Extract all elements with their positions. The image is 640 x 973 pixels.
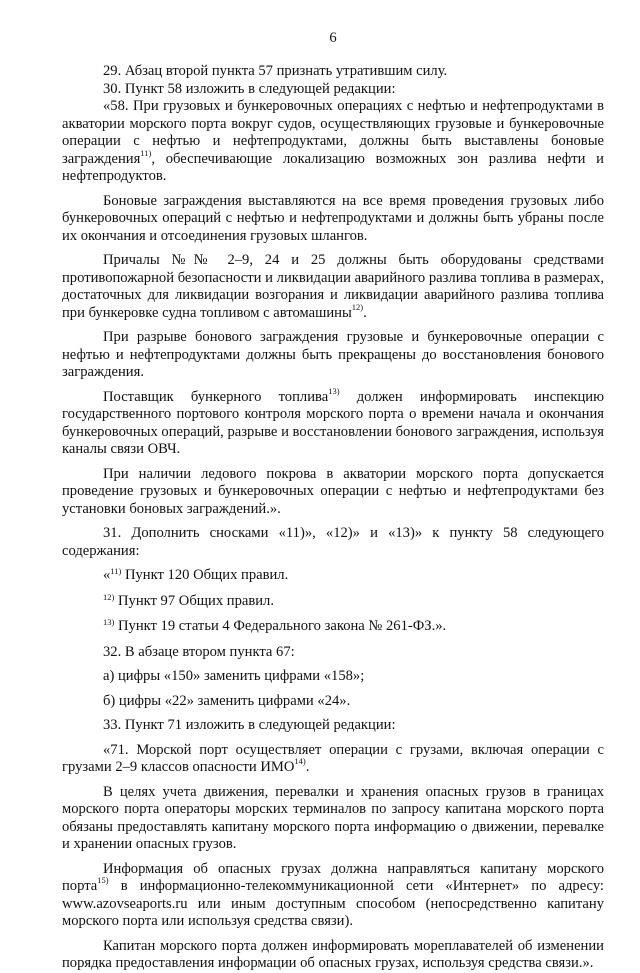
point-58-paragraph-4: При разрыве бонового заграждения грузовые и бункеровочные операции с нефтью и нефтепродуктами должны быть прекращены до восстановления бонового заграждения. — [62, 329, 604, 380]
item-30: 30. Пункт 58 изложить в следующей редакции: — [103, 80, 396, 97]
item-29: 29. Абзац второй пункта 57 признать утратившим силу. — [103, 63, 448, 79]
point-71-paragraph-4: Капитан морского порта должен информировать мореплавателей об изменении порядка предоставления информации об опасных грузах, используя средства связи.». — [62, 937, 604, 971]
footnote-ref-15: 15) — [97, 875, 109, 886]
item-31: 31. Дополнить сносками «11)», «12)» и «13)» к пункту 58 следующего содержания: — [62, 525, 604, 559]
footnote-11: «$^{11)}$ Пункт 120 Общих правил. — [103, 566, 289, 583]
point-71-paragraph-1: «71. Морской порт осуществляет операции с грузами, включая операции с грузами 2–9 классов опасности ИМО$^{14)}$. — [62, 741, 604, 775]
item-32: 32. В абзаце втором пункта 67: — [103, 643, 295, 660]
point-58-paragraph-3: Причалы №№ 2–9, 24 и 25 должны быть оборудованы средствами противопожарной безопасности и ликвидации аварийного разлива топлива в размерах, достаточных для ликвидации возгорания и ликвидации аварийного разлива топлива при бункеровке судна топливом с автомашины$^{12)}$. — [62, 252, 604, 321]
point-58-paragraph-5: Поставщик бункерного топлива$^{13)}$ должен информировать инспекцию государственного портового контроля морского порта о времени начала и окончания бункеровочных операций, разрыве и восстановлении бонового заграждения, используя каналы связи ОВЧ. — [62, 385, 604, 457]
footnote-ref-14: 14) — [294, 756, 306, 767]
point-58-paragraph-6: При наличии ледового покрова в акватории морского порта допускается проведение грузовых и бункеровочных операции с нефтью и нефтепродуктами без установки боновых заграждений.». — [62, 465, 604, 517]
item-32-a: а) цифры «150» заменить цифрами «158»; — [103, 668, 365, 684]
footnote-ref-13: 13) — [328, 385, 340, 396]
footnote-12: $^{12)}$ Пункт 97 Общих правил. — [103, 591, 274, 609]
point-71-paragraph-3: Информация об опасных грузах должна направляться капитану морского порта$^{15)}$ в информационно-телекоммуникационной сети «Интернет» по адресу: www.azovseaports.ru или иным доступным способом (непосредственно капитану морского порта или используя средства связи). — [62, 860, 604, 929]
point-58-paragraph-1: «58. При грузовых и бункеровочных операциях с нефтью и нефтепродуктами в акватории морского порта вокруг судов, осуществляющих грузовые и бункеровочные операции с нефтью и нефтепродуктами, должны быть выставлены боновые заграждения$^{11)}$, обеспечивающие локализацию возможных зон разлива нефти и нефтепродуктов. — [62, 98, 604, 184]
point-71-paragraph-2: В целях учета движения, перевалки и хранения опасных грузов в границах морского порта операторы морских терминалов по запросу капитана морского порта обязаны предоставлять капитану морского порта информацию о движении, перевалке и хранении опасных грузов. — [62, 783, 604, 852]
footnote-ref-11: 11) — [140, 147, 152, 158]
item-33: 33. Пункт 71 изложить в следующей редакции: — [103, 717, 396, 733]
page-number: 6 — [329, 30, 337, 46]
footnote-ref-12: 12) — [351, 301, 364, 312]
footnote-13: $^{13)}$ Пункт 19 статьи 4 Федерального закона № 261-ФЗ.». — [103, 617, 447, 634]
point-58-paragraph-2: Боновые заграждения выставляются на все время проведения грузовых либо бункеровочных операций с нефтью и нефтепродуктами и должны быть убраны после их окончания и отсоединения грузовых шлангов. — [62, 192, 604, 244]
item-32-b: б) цифры «22» заменить цифрами «24». — [103, 692, 351, 709]
